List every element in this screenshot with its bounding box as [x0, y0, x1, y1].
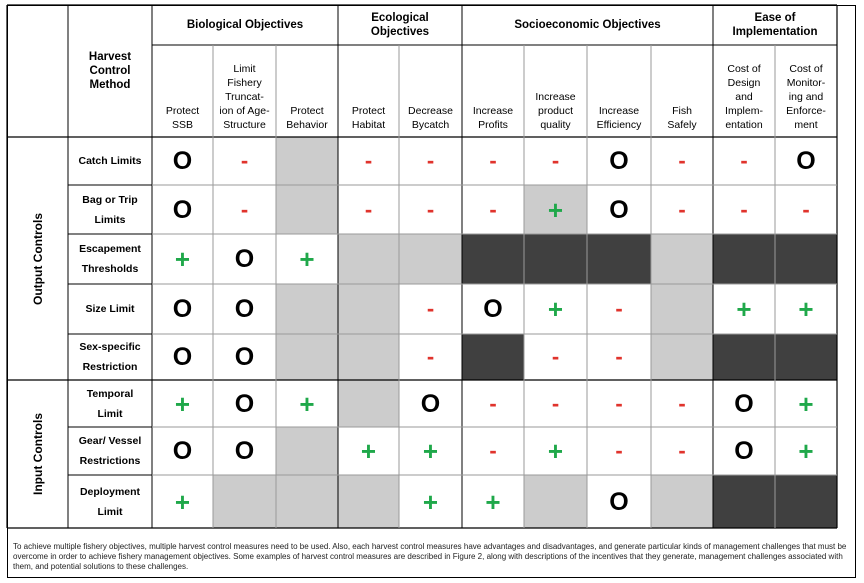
matrix-cell [462, 284, 524, 334]
column-header-increase-efficiency: Increase Efficiency [596, 105, 642, 131]
matrix-cell [338, 185, 399, 234]
positive-mark: + [174, 244, 191, 274]
matrix-cell [276, 427, 338, 475]
positive-mark: + [798, 388, 814, 419]
matrix-cell [587, 380, 651, 427]
neutral-mark: O [172, 343, 193, 371]
matrix-cell [276, 185, 338, 234]
neutral-mark: O [796, 147, 816, 175]
column-header-age-structure: Limit Fishery Truncat-ion of Age-Structure [219, 63, 270, 131]
negative-mark: - [678, 148, 686, 173]
neutral-mark: O [734, 437, 754, 465]
negative-mark: - [678, 196, 686, 222]
matrix-cell [213, 475, 276, 528]
row-label: Catch Limits [78, 155, 142, 167]
positive-mark: + [422, 486, 439, 517]
positive-mark: + [547, 294, 564, 324]
negative-mark: - [551, 148, 560, 173]
matrix-cell [276, 284, 338, 334]
positive-mark: + [299, 388, 315, 419]
row-group-output-controls: Output Controls [30, 212, 45, 305]
matrix-cell [462, 334, 524, 380]
matrix-cell [713, 234, 775, 284]
matrix-cell [651, 185, 713, 234]
neutral-mark: O [172, 147, 193, 175]
positive-mark: + [798, 294, 814, 324]
column-header-decrease-bycatch: Decrease Bycatch [408, 105, 453, 131]
matrix-cell [152, 427, 213, 475]
positive-mark: + [798, 436, 814, 466]
matrix-cell [213, 380, 276, 427]
column-header-cost-monitoring: Cost of Monitor-ing and Enforce-ment [786, 63, 826, 131]
method-header [68, 5, 152, 137]
matrix-cell [399, 334, 462, 380]
positive-mark: + [547, 436, 564, 466]
group-header-biological: Biological Objectives [186, 19, 304, 31]
row-label: Gear/ Vessel Restrictions [78, 435, 142, 467]
negative-mark: - [615, 344, 623, 369]
negative-mark: - [615, 438, 623, 463]
neutral-mark: O [172, 195, 193, 224]
matrix-cell [399, 137, 462, 185]
matrix-cell [775, 137, 837, 185]
matrix-cell [152, 185, 213, 234]
row-label: Deployment Limit [79, 485, 141, 518]
positive-mark: + [547, 194, 564, 225]
matrix-cell [524, 380, 587, 427]
neutral-mark: O [234, 343, 255, 371]
row-label: Temporal Limit [86, 387, 134, 420]
matrix-cell [338, 234, 399, 284]
negative-mark: - [551, 344, 560, 369]
matrix-cell [775, 380, 837, 427]
negative-mark: - [364, 148, 373, 173]
matrix-cell [276, 334, 338, 380]
negative-mark: - [678, 390, 686, 416]
negative-mark: - [426, 344, 435, 369]
matrix-cell [651, 380, 713, 427]
matrix-cell [524, 334, 587, 380]
matrix-cell [651, 137, 713, 185]
positive-mark: + [174, 388, 191, 419]
column-header-protect-habitat: Protect Habitat [351, 105, 386, 131]
matrix-cell [775, 234, 837, 284]
matrix-cell [775, 427, 837, 475]
matrix-cell [276, 475, 338, 528]
matrix-cell [338, 380, 399, 427]
positive-mark: + [422, 436, 439, 466]
negative-mark: - [740, 196, 748, 222]
negative-mark: - [489, 148, 497, 173]
group-header-socioeconomic: Socioeconomic Objectives [514, 19, 661, 31]
neutral-mark: O [234, 437, 255, 465]
positive-mark: + [299, 244, 315, 274]
matrix-cell [462, 185, 524, 234]
matrix-cell [462, 380, 524, 427]
neutral-mark: O [609, 195, 629, 224]
matrix-cell [152, 475, 213, 528]
matrix-cell [462, 234, 524, 284]
negative-mark: - [551, 390, 560, 416]
matrix-cell [152, 234, 213, 284]
negative-mark: - [426, 196, 435, 222]
matrix-cell [338, 475, 399, 528]
matrix-cell [713, 380, 775, 427]
matrix-cell [276, 234, 338, 284]
negative-mark: - [364, 196, 373, 222]
matrix-cell [213, 284, 276, 334]
negative-mark: - [615, 296, 623, 321]
matrix-cell [524, 234, 587, 284]
matrix-cell [152, 334, 213, 380]
negative-mark: - [678, 438, 686, 463]
negative-mark: - [489, 438, 497, 463]
matrix-cell [713, 334, 775, 380]
matrix-cell [524, 284, 587, 334]
matrix-cell [152, 284, 213, 334]
column-header-product-quality: Increase product quality [535, 91, 576, 131]
matrix-cell [276, 137, 338, 185]
positive-mark: + [736, 294, 752, 324]
negative-mark: - [426, 148, 435, 173]
matrix-cell [587, 475, 651, 528]
matrix-cell [213, 137, 276, 185]
neutral-mark: O [234, 389, 255, 418]
matrix-cell [462, 427, 524, 475]
negative-mark: - [489, 390, 497, 416]
matrix-cell [651, 284, 713, 334]
matrix-cell [399, 380, 462, 427]
matrix-cell [713, 137, 775, 185]
matrix-cell [713, 284, 775, 334]
negative-mark: - [426, 296, 435, 321]
neutral-mark: O [483, 295, 503, 323]
row-label: Size Limit [85, 303, 135, 315]
matrix-cell [651, 427, 713, 475]
neutral-mark: O [172, 437, 193, 465]
positive-mark: + [360, 436, 377, 466]
matrix-cell [651, 234, 713, 284]
matrix-cell [775, 475, 837, 528]
matrix-cell [399, 185, 462, 234]
matrix-cell [713, 427, 775, 475]
positive-mark: + [485, 486, 501, 517]
matrix-cell [713, 185, 775, 234]
column-header-fish-safely: Fish Safely [667, 105, 697, 131]
matrix-cell [276, 380, 338, 427]
matrix-cell [462, 137, 524, 185]
matrix-cell [775, 185, 837, 234]
row-label: Escapement Thresholds [79, 243, 141, 275]
column-header-protect-ssb: Protect SSB [165, 105, 200, 131]
matrix-cell [587, 137, 651, 185]
matrix-cell [399, 284, 462, 334]
matrix-cell [338, 427, 399, 475]
matrix-cell [152, 137, 213, 185]
matrix-cell [213, 334, 276, 380]
group-header-ecological: Ecological Objectives [370, 12, 430, 38]
negative-mark: - [802, 196, 810, 222]
matrix-cell [587, 185, 651, 234]
figure-caption: To achieve multiple fishery objectives, multiple harvest control measures need to be used. Also, each harvest control measures have advantages and disadvantages, and generate particular kinds of management challenges that must be overcome in order to achieve fishery management objectives. Some examples of harvest control measures are described in Figure 2, along with descriptions of the incentives that they generate, management challenges associated with them, and potential solutions to these challenges. [13, 542, 847, 571]
negative-mark: - [615, 390, 623, 416]
negative-mark: - [240, 148, 249, 173]
matrix-cell [399, 234, 462, 284]
matrix-cell [651, 334, 713, 380]
neutral-mark: O [234, 295, 255, 323]
neutral-mark: O [734, 389, 754, 418]
row-label: Bag or Trip Limits [82, 193, 138, 226]
matrix-cell [399, 427, 462, 475]
matrix-cell [587, 234, 651, 284]
matrix-cell [213, 185, 276, 234]
matrix-cell [213, 234, 276, 284]
matrix-cell [587, 427, 651, 475]
matrix-cell [524, 137, 587, 185]
neutral-mark: O [234, 245, 255, 273]
positive-mark: + [174, 486, 191, 517]
matrix-cell [213, 427, 276, 475]
matrix-cell [338, 137, 399, 185]
neutral-mark: O [609, 147, 629, 175]
matrix-cell [524, 427, 587, 475]
matrix-cell [462, 475, 524, 528]
column-header-increase-profits: Increase Profits [472, 105, 514, 131]
negative-mark: - [240, 196, 249, 222]
matrix-cell [587, 284, 651, 334]
neutral-mark: O [172, 295, 193, 323]
column-header-cost-design: Cost of Design and Implem-entation [725, 63, 763, 131]
method-header-label: Harvest Control Method [88, 51, 132, 91]
matrix-cell [775, 284, 837, 334]
matrix-cell [338, 334, 399, 380]
neutral-mark: O [609, 487, 629, 516]
negative-mark: - [489, 196, 497, 222]
matrix-cell [399, 475, 462, 528]
negative-mark: - [740, 148, 748, 173]
column-header-protect-behavior: Protect Behavior [286, 105, 328, 131]
row-group-input-controls: Input Controls [30, 413, 45, 495]
matrix-cell [713, 475, 775, 528]
group-header-ease: Ease of Implementation [732, 12, 818, 38]
row-label: Sex-specific Restriction [79, 341, 141, 373]
matrix-cell [152, 380, 213, 427]
matrix-cell [524, 185, 587, 234]
matrix-cell [587, 334, 651, 380]
matrix-cell [651, 475, 713, 528]
neutral-mark: O [420, 389, 441, 418]
matrix-cell [775, 334, 837, 380]
matrix-cell [524, 475, 587, 528]
matrix-cell [338, 284, 399, 334]
objectives-matrix [7, 5, 848, 529]
